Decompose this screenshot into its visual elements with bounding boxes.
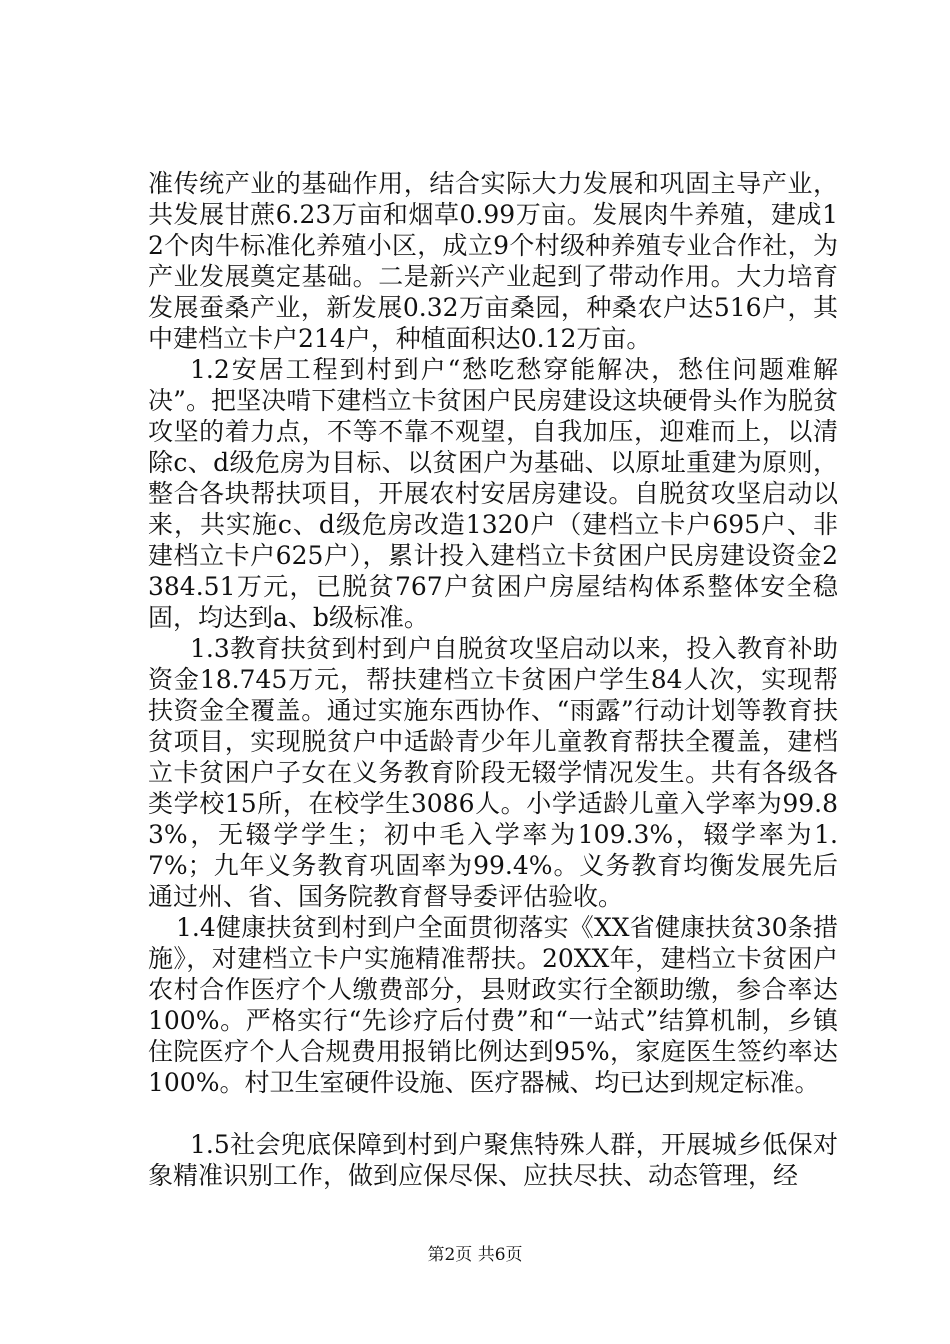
paragraph-social-security: 1.5社会兜底保障到村到户聚焦特殊人群，开展城乡低保对象精准识别工作，做到应保尽保、应扶尽扶、动态管理，经 — [148, 1130, 838, 1190]
page-number-footer: 第2页 共6页 — [427, 1245, 523, 1265]
paragraph-industry: 准传统产业的基础作用，结合实际大力发展和巩固主导产业，共发展甘蔗6.23万亩和烟草0.99万亩。发展肉牛养殖，建成12个肉牛标准化养殖小区，成立9个村级种养殖专业合作社，为产业发展奠定基础。二是新兴产业起到了带动作用。大力培育发展蚕桑产业，新发展0.32万亩桑园，种桑农户达516户，其中建档立卡户214户，种植面积达0.12万亩。 — [148, 169, 838, 353]
document-body — [148, 168, 838, 1191]
paragraph-housing: 1.2安居工程到村到户“愁吃愁穿能解决，愁住问题难解决”。把坚决啃下建档立卡贫困户民房建设这块硬骨头作为脱贫攻坚的着力点，不等不靠不观望，自我加压，迎难而上，以清除c、d级危房为目标、以贫困户为基础、以原址重建为原则，整合各块帮扶项目，开展农村安居房建设。自脱贫攻坚启动以来，共实施c、d级危房改造1320户（建档立卡户695户、非建档立卡户625户），累计投入建档立卡贫困户民房建设资金2384.51万元，已脱贫767户贫困户房屋结构体系整体安全稳固，均达到a、b级标准。 — [148, 355, 838, 632]
paragraph-health: 1.4健康扶贫到村到户全面贯彻落实《XX省健康扶贫30条措施》，对建档立卡户实施精准帮扶。20XX年，建档立卡贫困户农村合作医疗个人缴费部分，县财政实行全额助缴，参合率达100%。严格实行“先诊疗后付费”和“一站式”结算机制，乡镇住院医疗个人合规费用报销比例达到95%，家庭医生签约率达100%。村卫生室硬件设施、医疗器械、均已达到规定标准。 — [148, 913, 838, 1097]
paragraph-education: 1.3教育扶贫到村到户自脱贫攻坚启动以来，投入教育补助资金18.745万元，帮扶建档立卡贫困户学生84人次，实现帮扶资金全覆盖。通过实施东西协作、“雨露”行动计划等教育扶贫项目，实现脱贫户中适龄青少年儿童教育帮扶全覆盖，建档立卡贫困户子女在义务教育阶段无辍学情况发生。共有各级各类学校15所，在校学生3086人。小学适龄儿童入学率为99.83%，无辍学学生；初中毛入学率为109.3%，辍学率为1.7%；九年义务教育巩固率为99.4%。义务教育均衡发展先后通过州、省、国务院教育督导委评估验收。 — [148, 634, 838, 911]
